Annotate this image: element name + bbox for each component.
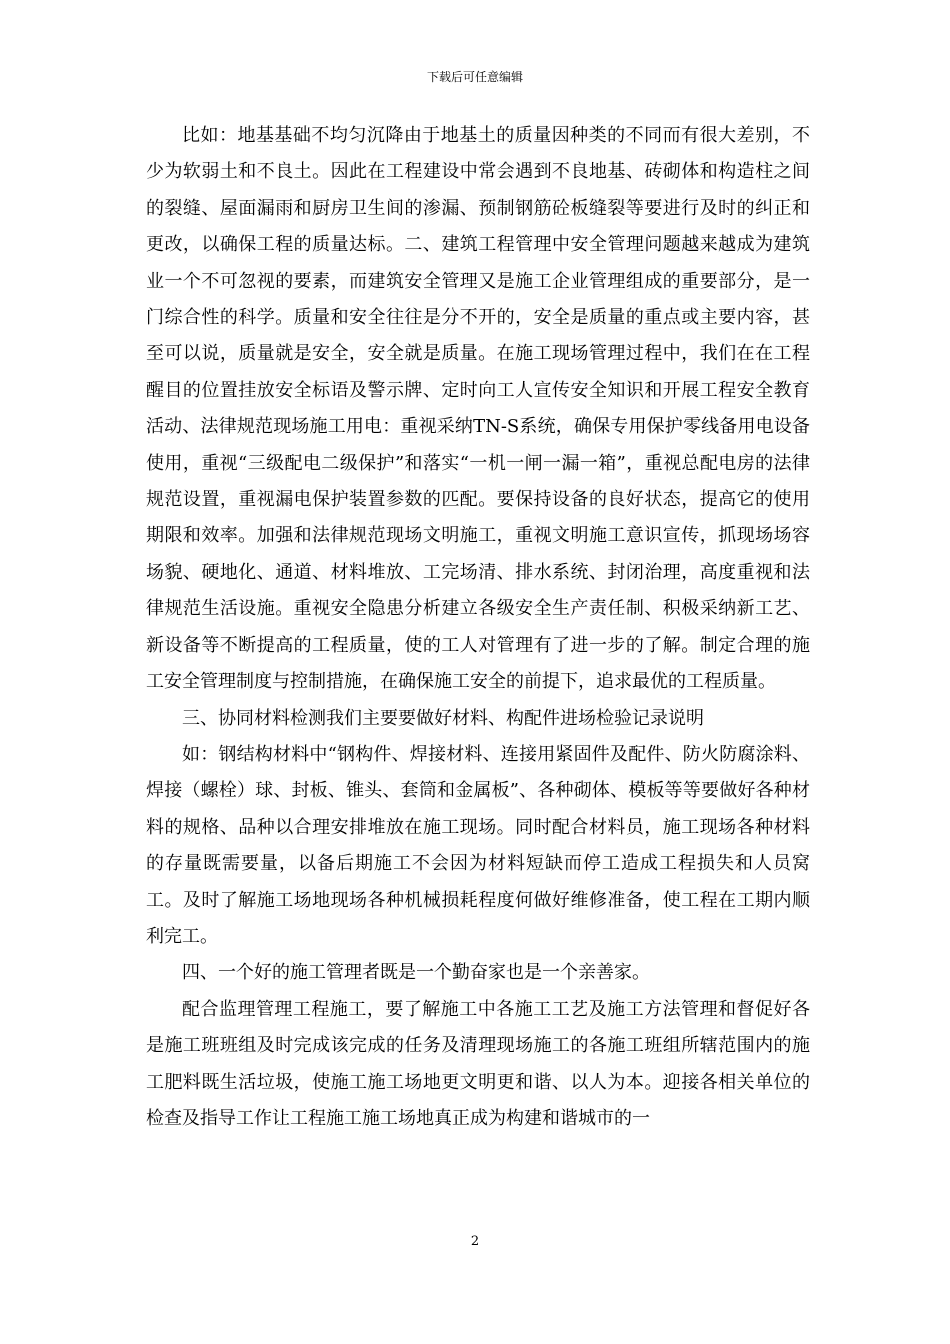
paragraph-3: 如：钢结构材料中“钢构件、焊接材料、连接用紧固件及配件、防火防腐涂料、焊接（螺栓）球、封板、锥头、套筒和金属板”、各种砌体、模板等等要做好各种材料的规格、品种以合理安排堆放在施工现场。同时配合材料员，施工现场各种材料的存量既需要量，以备后期施工不会因为材料短缺而停工造成工程损失和人员窝工。及时了解施工场地现场各种机械损耗程度何做好维修准备，使工程在工期内顺利完工。 xyxy=(146,743,810,947)
paragraph-5: 配合监理管理工程施工，要了解施工中各施工工艺及施工方法管理和督促好各是施工班班组及时完成该完成的任务及清理现场施工的各施工班组所辖范围内的施工肥料既生活垃圾，使施工施工场地更文明更和谐、以人为本。迎接各相关单位的检查及指导工作让工程施工施工场地真正成为构建和谐城市的一 xyxy=(146,998,810,1129)
paragraph-1: 比如：地基基础不均匀沉降由于地基土的质量因种类的不同而有很大差别，不少为软弱土和不良土。因此在工程建设中常会遇到不良地基、砖砌体和构造柱之间的裂缝、屋面漏雨和厨房卫生间的渗漏、预制钢筋砼板缝裂等要进行及时的纠正和更改，以确保工程的质量达标。二、建筑工程管理中安全管理问题越来越成为建筑业一个不可忽视的要素，而建筑安全管理又是施工企业管理组成的重要部分，是一门综合性的科学。质量和安全往往是分不开的，安全是质量的重点或主要内容，甚至可以说，质量就是安全，安全就是质量。在施工现场管理过程中，我们在在工程醒目的位置挂放安全标语及警示牌、定时向工人宣传安全知识和开展工程安全教育活动、法律规范现场施工用电：重视采纳TN-S系统，确保专用保护零线备用电设备使用，重视“三级配电二级保护”和落实“一机一闸一漏一箱”，重视总配电房的法律规范设置，重视漏电保护装置参数的匹配。要保持设备的良好状态，提高它的使用期限和效率。加强和法律规范现场文明施工，重视文明施工意识宣传，抓现场场容场貌、硬地化、通道、材料堆放、工完场清、排水系统、封闭治理，高度重视和法律规范生活设施。重视安全隐患分析建立各级安全生产责任制、积极采纳新工艺、新设备等不断提高的工程质量，使的工人对管理有了进一步的了解。制定合理的施工安全管理制度与控制措施，在确保施工安全的前提下，追求最优的工程质量。 xyxy=(146,125,810,693)
paragraph-2: 三、协同材料检测我们主要要做好材料、构配件进场检验记录说明 xyxy=(182,707,704,729)
page-header: 下载后可任意编辑 xyxy=(426,70,523,84)
paragraph-4: 四、一个好的施工管理者既是一个勤奋家也是一个亲善家。 xyxy=(182,962,650,984)
page-number: 2 xyxy=(470,1234,480,1249)
document-body xyxy=(146,118,810,1137)
